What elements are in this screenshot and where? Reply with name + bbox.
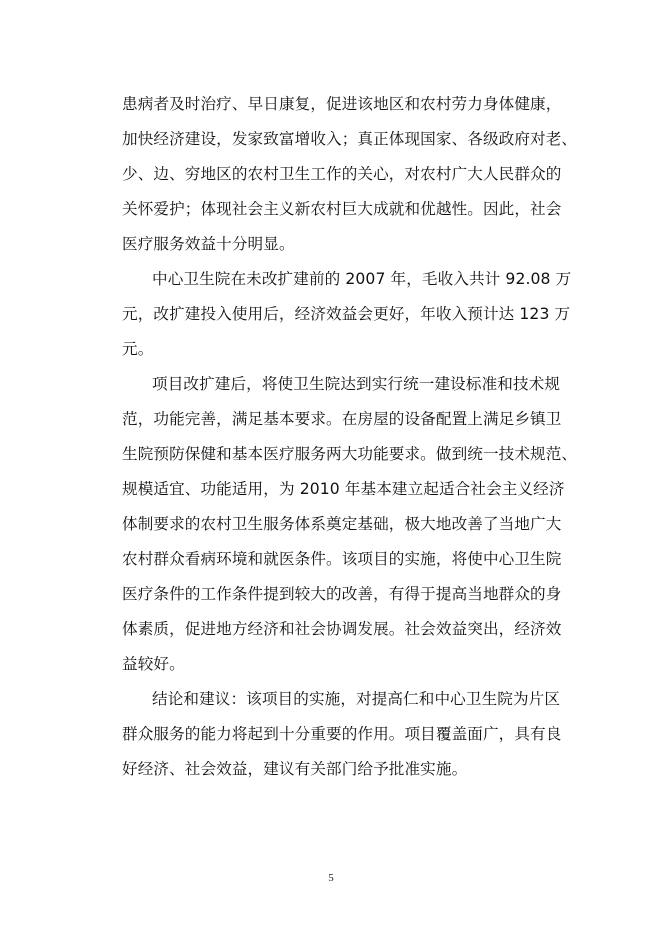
paragraph-3-line-9: 益较好。 — [122, 655, 185, 673]
paragraph-3-line-8: 体素质，促进地方经济和社会协调发展。社会效益突出，经济效 — [122, 620, 562, 638]
paragraph-1-line-2: 加快经济建设，发家致富增收入；真正体现国家、各级政府对老、 — [122, 130, 578, 148]
paragraph-2-line-2: 元，改扩建投入使用后，经济效益会更好，年收入预计达 123 万 — [122, 305, 571, 323]
paragraph-1-line-5: 医疗服务效益十分明显。 — [122, 235, 295, 253]
paragraph-3-line-1: 项目改扩建后，将使卫生院达到实行统一建设标准和技术规 — [152, 375, 561, 393]
paragraph-1-line-1: 患病者及时治疗、早日康复，促进该地区和农村劳力身体健康， — [122, 95, 562, 113]
paragraph-3-line-2: 范，功能完善，满足基本要求。在房屋的设备配置上满足乡镇卫 — [122, 410, 562, 428]
paragraph-4-line-2: 群众服务的能力将起到十分重要的作用。项目覆盖面广，具有良 — [122, 725, 562, 743]
paragraph-3-line-5: 体制要求的农村卫生服务体系奠定基础，极大地改善了当地广大 — [122, 515, 562, 533]
paragraph-4-line-3: 好经济、社会效益，建议有关部门给予批准实施。 — [122, 760, 468, 778]
paragraph-3-line-4: 规模适宜、功能适用，为 2010 年基本建立起适合社会主义经济 — [122, 480, 565, 498]
paragraph-1-line-3: 少、边、穷地区的农村卫生工作的关心，对农村广大人民群众的 — [122, 165, 562, 183]
paragraph-1-line-4: 关怀爱护；体现社会主义新农村巨大成就和优越性。因此，社会 — [122, 200, 562, 218]
paragraph-2-line-3: 元。 — [122, 340, 154, 358]
paragraph-4-line-1: 结论和建议：该项目的实施，对提高仁和中心卫生院为片区 — [152, 690, 561, 708]
paragraph-2-line-1: 中心卫生院在未改扩建前的 2007 年，毛收入共计 92.08 万 — [152, 270, 572, 288]
page-number: 5 — [328, 872, 334, 884]
paragraph-3-line-3: 生院预防保健和基本医疗服务两大功能要求。做到统一技术规范、 — [122, 445, 578, 463]
paragraph-3-line-7: 医疗条件的工作条件提到较大的改善，有得于提高当地群众的身 — [122, 585, 562, 603]
paragraph-3-line-6: 农村群众看病环境和就医条件。该项目的实施，将使中心卫生院 — [122, 550, 562, 568]
